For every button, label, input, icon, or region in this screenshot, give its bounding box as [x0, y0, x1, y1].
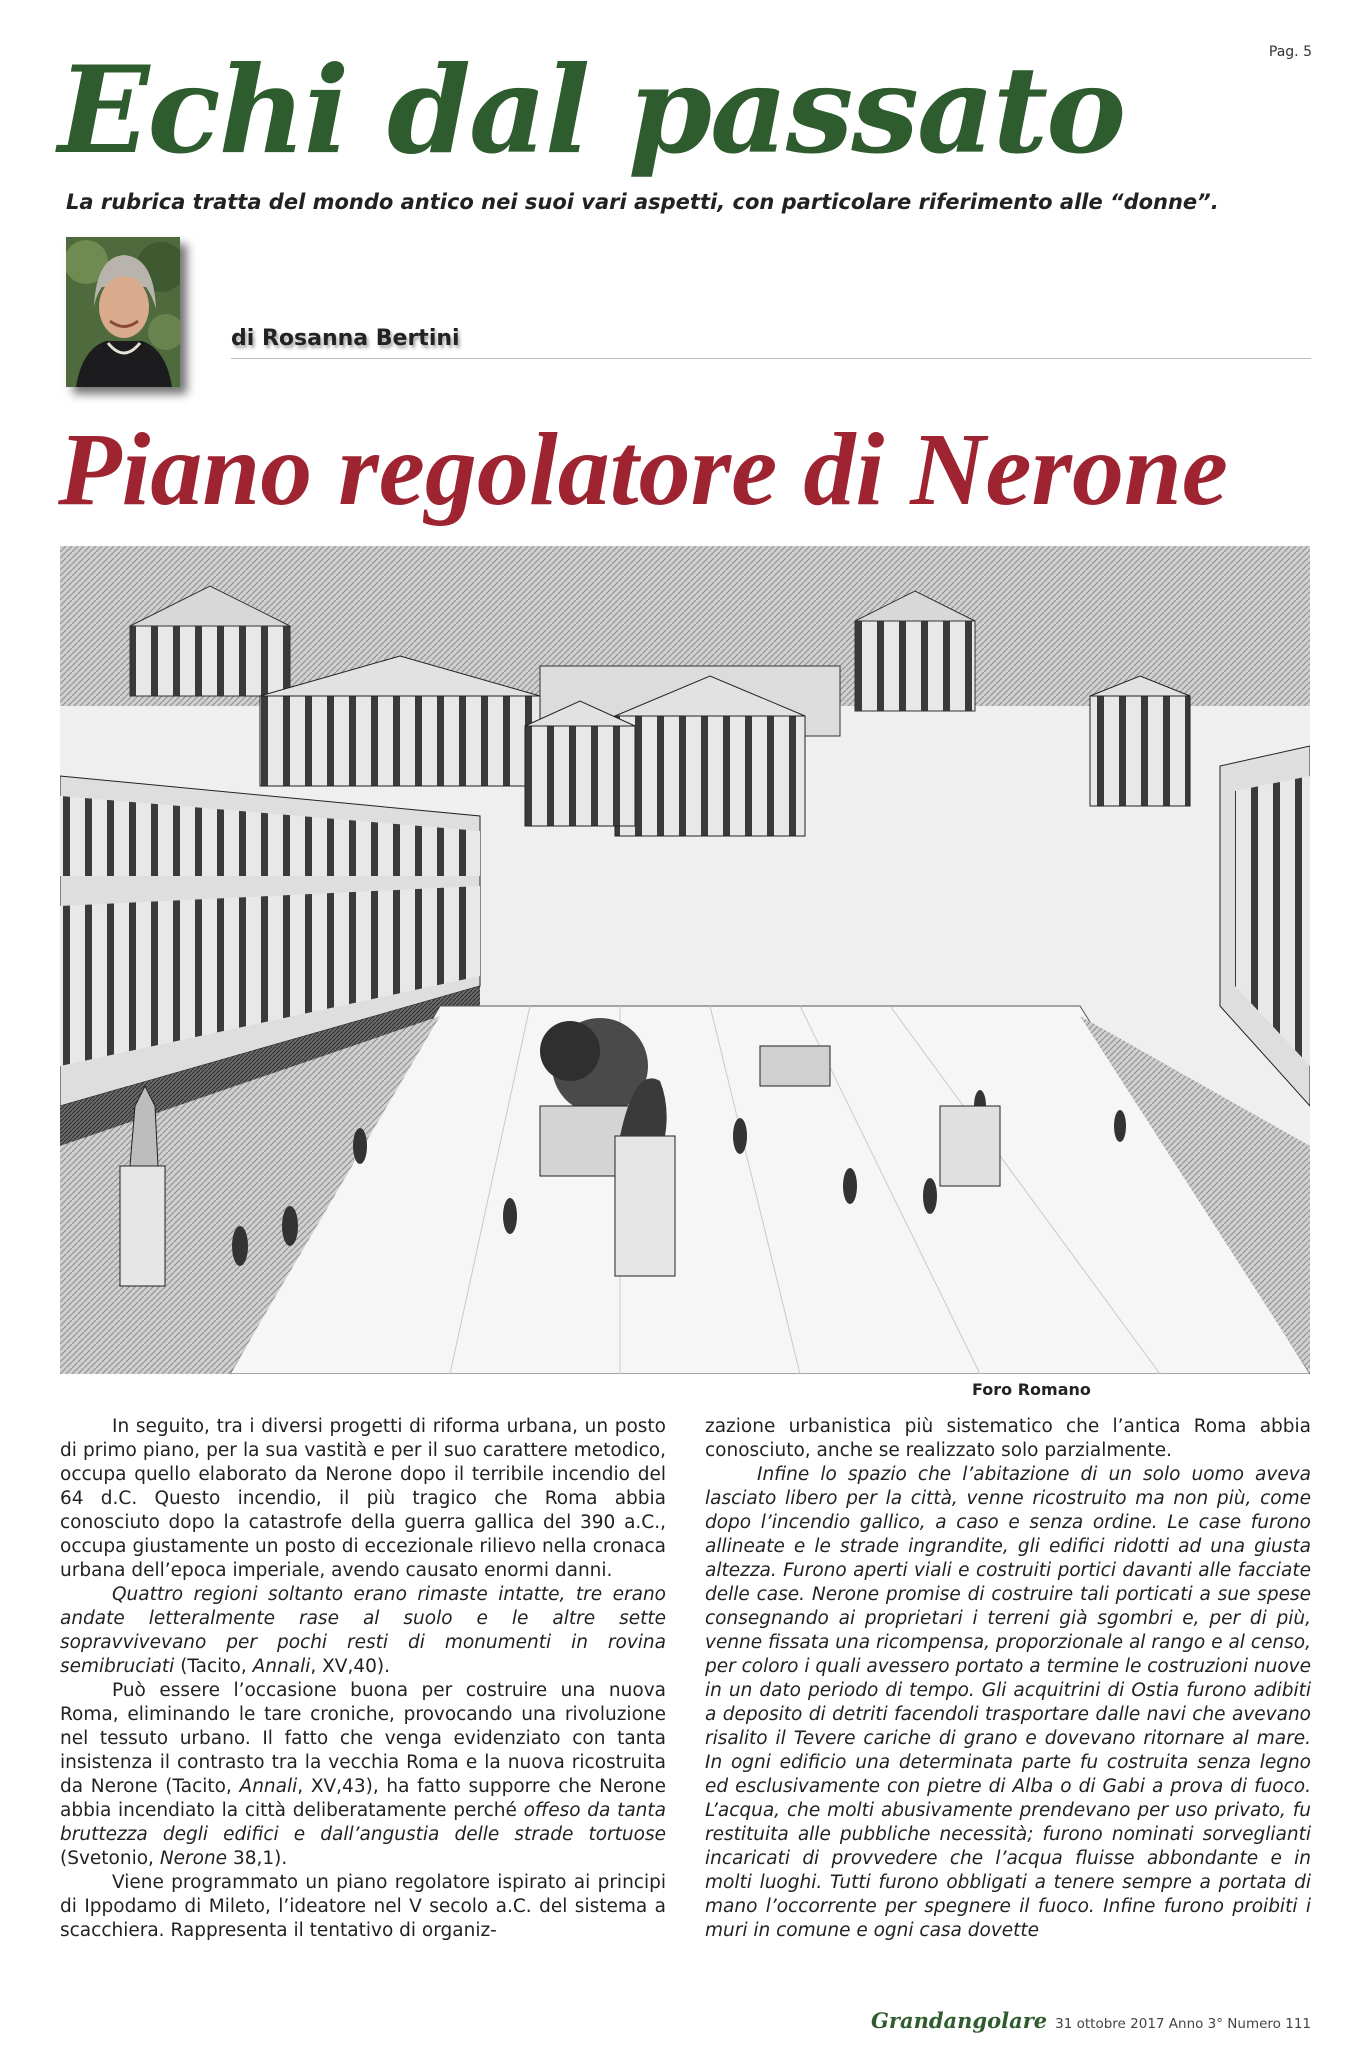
byline-divider [231, 358, 1311, 359]
article-title: Piano regolatore di Nerone [58, 412, 1228, 527]
article-column-left [60, 1415, 666, 1943]
byline: di Rosanna Bertini [231, 326, 460, 351]
section-title: Echi dal passato [58, 40, 1125, 181]
roman-forum-engraving [60, 546, 1310, 1374]
citation-text: (Tacito, [174, 1656, 253, 1677]
citation-work: Annali [239, 1776, 298, 1797]
image-caption: Foro Romano [972, 1380, 1091, 1399]
issue-info: 31 ottobre 2017 Anno 3° Numero 111 [1055, 2016, 1311, 2032]
citation-work: Annali [252, 1656, 311, 1677]
paragraph-quote [705, 1463, 1311, 1943]
text-run: Può essere l’occasione buona per costruire una nuova Roma, eliminando le tare croniche, provocando una rivoluzione nel tessuto urbano. Il fatto che venga evidenziato con tanta insistenza il contrasto tra la vecchia Roma e la nuova ricostruita da Nerone (Tacito, [60, 1680, 666, 1797]
text-run: 38,1). [227, 1848, 288, 1869]
citation-text: , XV,40). [310, 1656, 390, 1677]
quote-text: Quattro regioni soltanto erano rimaste intatte, tre erano andate letteralmente rase al suolo e le altre sette sopravvivevano per pochi resti di monumenti in rovina semibruciati [60, 1584, 666, 1677]
paragraph: In seguito, tra i diversi progetti di riforma urbana, un posto di primo piano, per la sua vastità e per il suo carattere metodico, occupa quello elaborato da Nerone dopo il terribile incendio del 64 d.C. Questo incendio, il più tragico che Roma abbia conosciuto dopo la catastrofe della guerra gallica del 390 a.C., occupa giustamente un posto di eccezionale rilievo nella cronaca urbana dell’epoca imperiale, avendo causato enormi danni. [60, 1416, 666, 1581]
publication-name: Grandangolare [871, 2008, 1048, 2033]
section-subtitle: La rubrica tratta del mondo antico nei suoi vari aspetti, con particolare riferimento alle “donne”. [66, 190, 1219, 214]
paragraph: zazione urbanistica più sistematico che l’antica Roma abbia conosciuto, anche se realizzato solo parzialmente. [705, 1416, 1311, 1461]
author-photo [66, 237, 180, 387]
text-run: (Svetonio, [60, 1848, 160, 1869]
page-number: Pag. 5 [1268, 44, 1312, 60]
quote-text: Infine lo spazio che l’abitazione di un solo uomo aveva lasciato libero per la città, venne ricostruito ma non più, come dopo l’incendio gallico, a caso e senza ordine. Le case furono allineate e le strade ingrandite, gli edifici ridotti ad una giusta altezza. Furono aperti viali e costruiti portici davanti alle facciate delle case. Nerone promise di costruire tali porticati a sue spese consegnando ai proprietari i terreni già sgombri e, per di più, venne fissata una ricompensa, proporzionale al rango e al censo, per coloro i quali avessero portato a termine le costruzioni nuove in un dato periodo di tempo. Gli acquitrini di Ostia furono adibiti a deposito di detriti facendoli trasportare dalle navi che avevano risalito il Tevere cariche di grano e dovevano ritornare al mare. In ogni edificio una determinata parte fu costruita senza legno ed esclusivamente con pietre di Alba o di Gabi a prova di fuoco. L’acqua, che molti abusivamente prendevano per uso privato, fu restituita alle pubbliche necessità; furono nominati sorveglianti incaricati di provvedere che l’acqua fluisse abbondante e in molti luoghi. Tutti furono obbligati a tenere sempre a portata di mano l’occorrente per spegnere il fuoco. Infine furono proibiti i muri in comune e ogni casa dovette [705, 1464, 1311, 1941]
text-run: , XV,43), ha fatto supporre che Nerone abbia incendiato la città deliberatamente perché [60, 1776, 667, 1821]
citation-work: Nerone [159, 1848, 228, 1869]
paragraph [60, 1679, 666, 1871]
footer [871, 2008, 1311, 2033]
paragraph: Viene programmato un piano regolatore ispirato ai principi di Ippodamo di Mileto, l’ideatore nel V secolo a.C. del sistema a scacchiera. Rappresenta il tentativo di organiz- [60, 1872, 666, 1941]
article-column-right [705, 1415, 1311, 1943]
quote-text: offeso da tanta bruttezza degli edifici e dall’angustia delle strade tortuose [60, 1800, 666, 1845]
paragraph-quote [60, 1583, 666, 1679]
